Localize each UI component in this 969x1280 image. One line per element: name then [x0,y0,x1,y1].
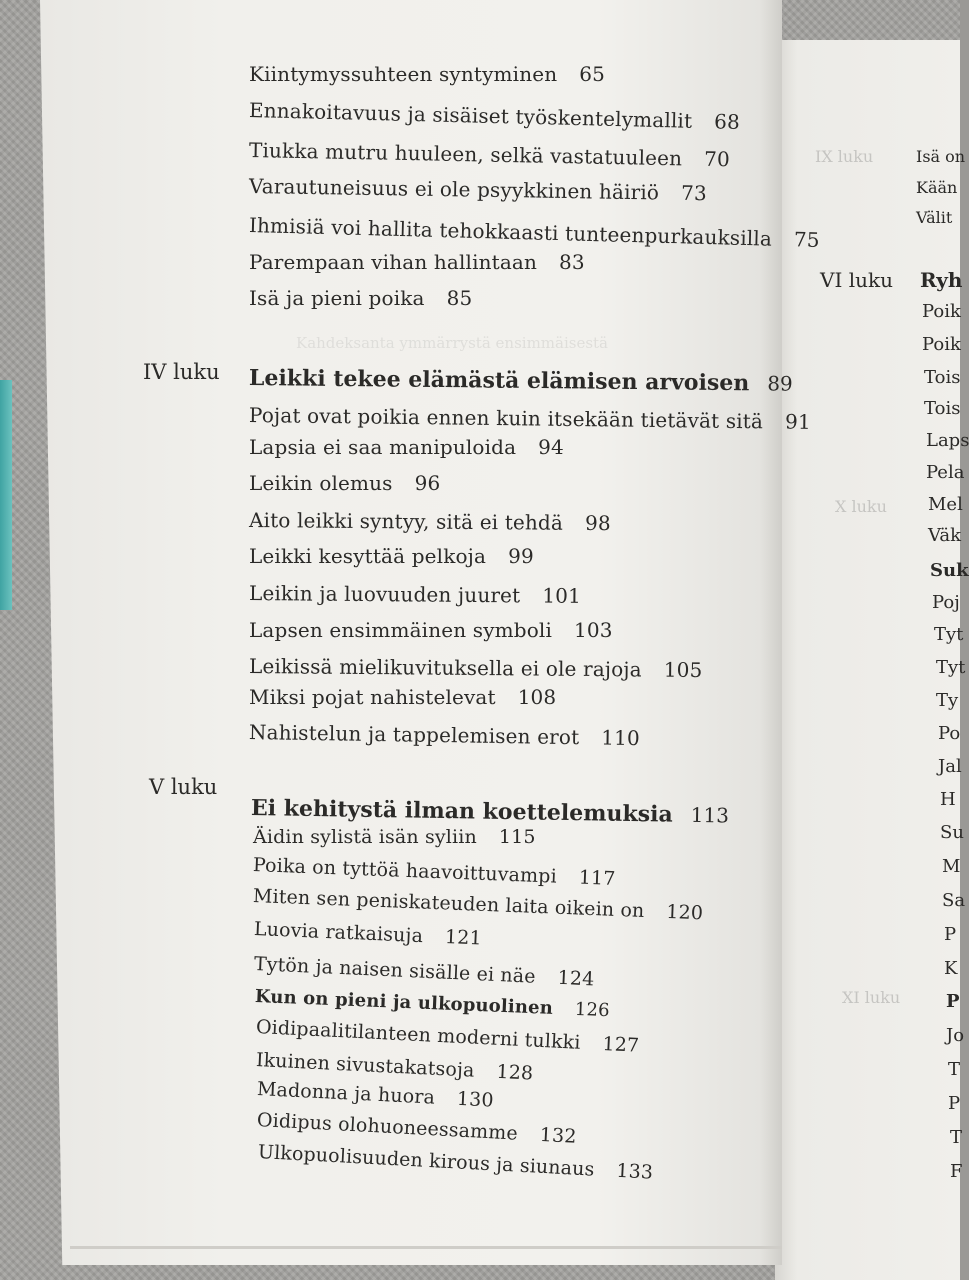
right-toc-fragment: K [944,958,958,979]
right-toc-fragment: P [948,1093,961,1114]
toc-entry: Leikki kesyttää pelkoja 99 [249,544,534,568]
right-chapter-label: VI luku [820,268,893,292]
right-toc-fragment: Kään [916,178,958,197]
right-toc-fragment: Ty [936,690,959,711]
right-toc-fragment: Suk [930,560,969,581]
toc-entry: Ennakoitavuus ja sisäiset työskentelymallit 68 [248,98,741,134]
right-toc-fragment: Väk [928,525,961,546]
toc-entry: Aito leikki syntyy, sitä ei tehdä 98 [248,508,611,536]
chapter-label-iv: IV luku [143,360,220,384]
toc-entry: Lapsia ei saa manipuloida 94 [249,435,564,459]
chapter-title-iv: Leikki tekee elämästä elämisen arvoisen 89 [248,365,793,397]
right-toc-fragment: Pela [926,462,965,483]
toc-entry: Ikuinen sivustakatsoja 128 [255,1049,534,1085]
toc-entry: Varautuneisuus ei ole psyykkinen häiriö 73 [248,174,707,206]
toc-entry: Lapsen ensimmäinen symboli 103 [249,618,613,642]
toc-entry: Nahistelun ja tappelemisen erot 110 [248,720,641,751]
toc-entry: Ulkopuolisuuden kirous ja siunaus 133 [257,1141,654,1184]
right-toc-fragment: Poj [932,592,960,613]
right-toc-fragment: T [948,1059,961,1080]
chapter-label-v: V luku [149,775,218,799]
toc-entry: Tiukka mutru huuleen, selkä vastatuuleen 70 [248,138,731,172]
ghost-chapter-label: X luku [835,497,887,516]
right-toc-fragment: Po [938,723,961,744]
right-toc-fragment: Jal [938,756,962,777]
chapter-title-v: Ei kehitystä ilman koettelemuksia 113 [250,795,730,828]
toc-entry: Oidipaalitilanteen moderni tulkki 127 [255,1016,640,1057]
toc-entry: Poika on tyttöä haavoittuvampi 117 [252,854,616,890]
right-toc-fragment: Laps [926,430,969,451]
toc-entry: Miksi pojat nahistelevat 108 [249,685,557,709]
teal-book-edge [0,380,12,610]
right-toc-fragment: H [940,789,956,810]
toc-entry: Madonna ja huora 130 [256,1078,495,1112]
toc-entry: Pojat ovat poikia ennen kuin itsekään tietävät sitä 91 [248,403,811,434]
right-toc-fragment: M [942,856,961,877]
ghost-chapter-label: XI luku [842,988,901,1007]
toc-entry: Miten sen peniskateuden laita oikein on 120 [252,885,704,925]
toc-entry: Oidipus olohuoneessamme 132 [256,1109,578,1148]
toc-entry: Ihmisiä voi hallita tehokkaasti tunteenpurkauksilla 75 [248,213,821,252]
right-toc-fragment: Jo [946,1025,965,1046]
toc-entry: Äidin sylistä isän syliin 115 [253,826,536,848]
toc-entry: Kiintymyssuhteen syntyminen 65 [249,62,605,86]
toc-entry: Luovia ratkaisuja 121 [253,918,483,950]
right-toc-fragment: Tois [924,398,961,419]
right-toc-fragment: F [950,1161,963,1182]
right-toc-fragment: Isä on [916,147,966,166]
right-toc-fragment: Välit [916,208,953,227]
right-toc-fragment: P [944,924,957,945]
toc-entry: Isä ja pieni poika 85 [249,286,473,310]
right-toc-fragment: T [950,1127,963,1148]
toc-entry: Leikissä mielikuvituksella ei ole rajoja 105 [248,654,703,682]
toc-entry: Kun on pieni ja ulkopuolinen 126 [254,986,611,1022]
toc-entry: Parempaan vihan hallintaan 83 [249,250,585,274]
show-through-text: Kahdeksanta ymmärrystä ensimmäisestä [296,334,608,352]
toc-entry: Leikin olemus 96 [249,471,441,495]
right-toc-fragment: Su [940,822,964,843]
right-toc-fragment: P [946,991,960,1012]
right-toc-fragment: Mel [928,494,963,515]
right-toc-fragment: Tyt [936,657,966,678]
page-bottom-edge [70,1246,782,1249]
ghost-chapter-label: IX luku [815,147,874,166]
right-chapter-title: Ryh [920,268,963,292]
right-toc-fragment: Tyt [934,624,964,645]
right-toc-fragment: Poik [922,334,961,355]
right-toc-fragment: Poik [922,301,961,322]
toc-entry: Tytön ja naisen sisälle ei näe 124 [253,953,595,991]
toc-entry: Leikin ja luovuuden juuret 101 [248,581,582,608]
right-toc-fragment: Sa [942,890,966,911]
right-toc-fragment: Tois [924,367,961,388]
